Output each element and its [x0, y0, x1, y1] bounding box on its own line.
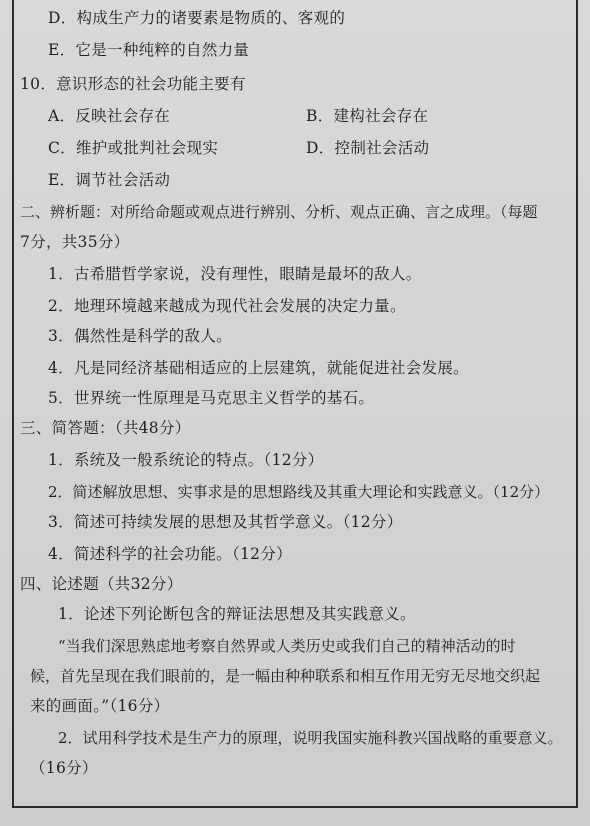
section2-item-1: 1．古希腊哲学家说，没有理性，眼睛是最坏的敌人。 — [48, 265, 422, 283]
section2-heading-cont: 7分，共35分） — [20, 233, 130, 251]
section3-item-3: 3．简述可持续发展的思想及其哲学意义。（12分） — [48, 513, 403, 531]
q10-option-b: B．建构社会存在 — [306, 107, 429, 125]
section4-quote-line-2: 候，首先呈现在我们眼前的，是一幅由种种联系和相互作用无穷无尽地交织起 — [30, 667, 541, 685]
section4-q2-score: （16分） — [30, 759, 98, 777]
q10-option-e: E．调节社会活动 — [48, 171, 171, 189]
q10-option-c: C．维护或批判社会现实 — [48, 139, 219, 157]
q10-option-d: D．控制社会活动 — [306, 139, 430, 157]
section3-item-1: 1．系统及一般系统论的特点。（12分） — [48, 451, 324, 469]
section2-item-3: 3．偶然性是科学的敌人。 — [48, 327, 232, 345]
section2-item-4: 4．凡是同经济基础相适应的上层建筑，就能促进社会发展。 — [48, 359, 469, 377]
section2-item-2: 2．地理环境越来越成为现代社会发展的决定力量。 — [48, 297, 406, 315]
q10-stem: 10．意识形态的社会功能主要有 — [20, 75, 246, 93]
q10-option-a: A．反映社会存在 — [48, 107, 171, 125]
q9-option-e: E．它是一种纯粹的自然力量 — [48, 41, 250, 59]
section2-heading: 二、辨析题：对所给命题或观点进行辨别、分析、观点正确、言之成理。（每题 — [20, 203, 538, 221]
section3-item-2: 2．简述解放思想、实事求是的思想路线及其重大理论和实践意义。（12分） — [48, 483, 550, 501]
section4-q2: 2．试用科学技术是生产力的原理，说明我国实施科教兴国战略的重要意义。 — [58, 729, 563, 747]
section4-quote-line-3: 来的画面。”（16分） — [30, 697, 170, 715]
section3-heading: 三、简答题：（共48分） — [20, 419, 191, 437]
section3-item-4: 4．简述科学的社会功能。（12分） — [48, 545, 292, 563]
q9-option-d: D．构成生产力的诸要素是物质的、客观的 — [48, 9, 346, 27]
section4-heading: 四、论述题（共32分） — [20, 575, 183, 593]
section4-quote-line-1: “当我们深思熟虑地考察自然界或人类历史或我们自己的精神活动的时 — [58, 637, 516, 655]
section4-q1: 1．论述下列论断包含的辩证法思想及其实践意义。 — [58, 605, 416, 623]
section2-item-5: 5．世界统一性原理是马克思主义哲学的基石。 — [48, 389, 375, 407]
